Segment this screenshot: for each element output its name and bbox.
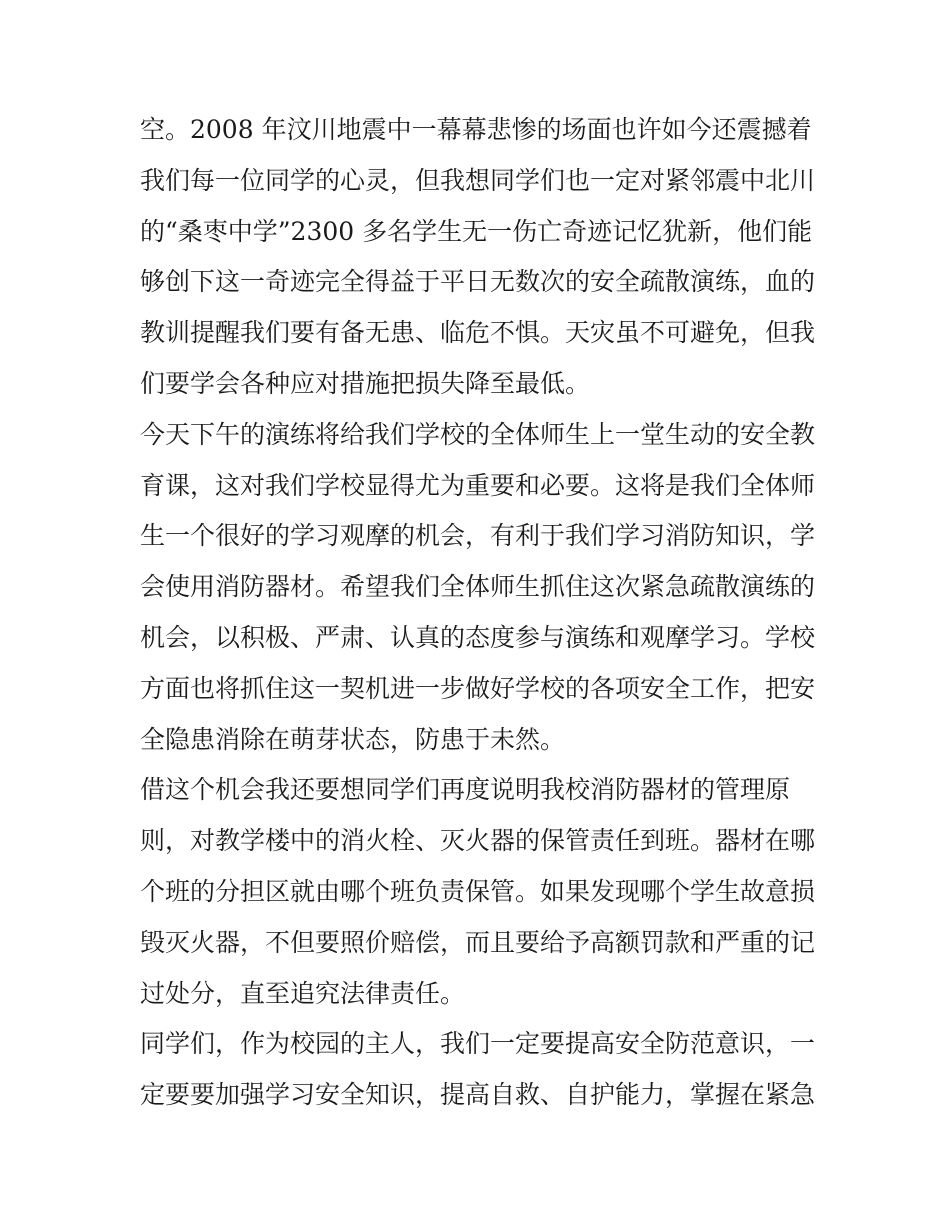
text-line: 同学们，作为校园的主人，我们一定要提高安全防范意识，一 <box>140 1029 816 1059</box>
text-line: 教训提醒我们要有备无患、临危不惧。天灾虽不可避免，但我 <box>140 318 816 348</box>
text-line: 今天下午的演练将给我们学校的全体师生上一堂生动的安全教 <box>140 419 816 449</box>
text-line: 们要学会各种应对措施把损失降至最低。 <box>140 368 591 398</box>
text-line: 空。2008 年汶川地震中一幕幕悲惨的场面也许如今还震撼着 <box>140 115 812 144</box>
text-line: 过处分，直至追究法律责任。 <box>140 978 466 1008</box>
text-line: 定要要加强学习安全知识，提高自救、自护能力，掌握在紧急 <box>140 1080 816 1110</box>
text-line: 个班的分担区就由哪个班负责保管。如果发现哪个学生故意损 <box>140 876 816 906</box>
text-line: 毁灭火器，不但要照价赔偿，而且要给予高额罚款和严重的记 <box>140 927 816 957</box>
text-line: 机会，以积极、严肃、认真的态度参与演练和观摩学习。学校 <box>140 622 816 652</box>
text-line: 育课，这对我们学校显得尤为重要和必要。这将是我们全体师 <box>140 470 816 500</box>
document-body <box>140 105 820 1121</box>
text-line: 方面也将抓住这一契机进一步做好学校的各项安全工作，把安 <box>140 673 816 703</box>
text-line: 会使用消防器材。希望我们全体师生抓住这次紧急疏散演练的 <box>140 572 816 602</box>
text-line: 生一个很好的学习观摩的机会，有利于我们学习消防知识，学 <box>140 521 816 551</box>
text-line: 我们每一位同学的心灵，但我想同学们也一定对紧邻震中北川 <box>140 165 816 195</box>
text-line: 够创下这一奇迹完全得益于平日无数次的安全疏散演练，血的 <box>140 267 816 297</box>
text-line: 借这个机会我还要想同学们再度说明我校消防器材的管理原 <box>140 775 791 805</box>
text-line: 全隐患消除在萌芽状态，防患于未然。 <box>140 724 566 754</box>
text-line: 则，对教学楼中的消火栓、灭火器的保管责任到班。器材在哪 <box>140 826 816 856</box>
text-line: 的“桑枣中学”2300 多名学生无一伤亡奇迹记忆犹新，他们能 <box>140 216 813 246</box>
